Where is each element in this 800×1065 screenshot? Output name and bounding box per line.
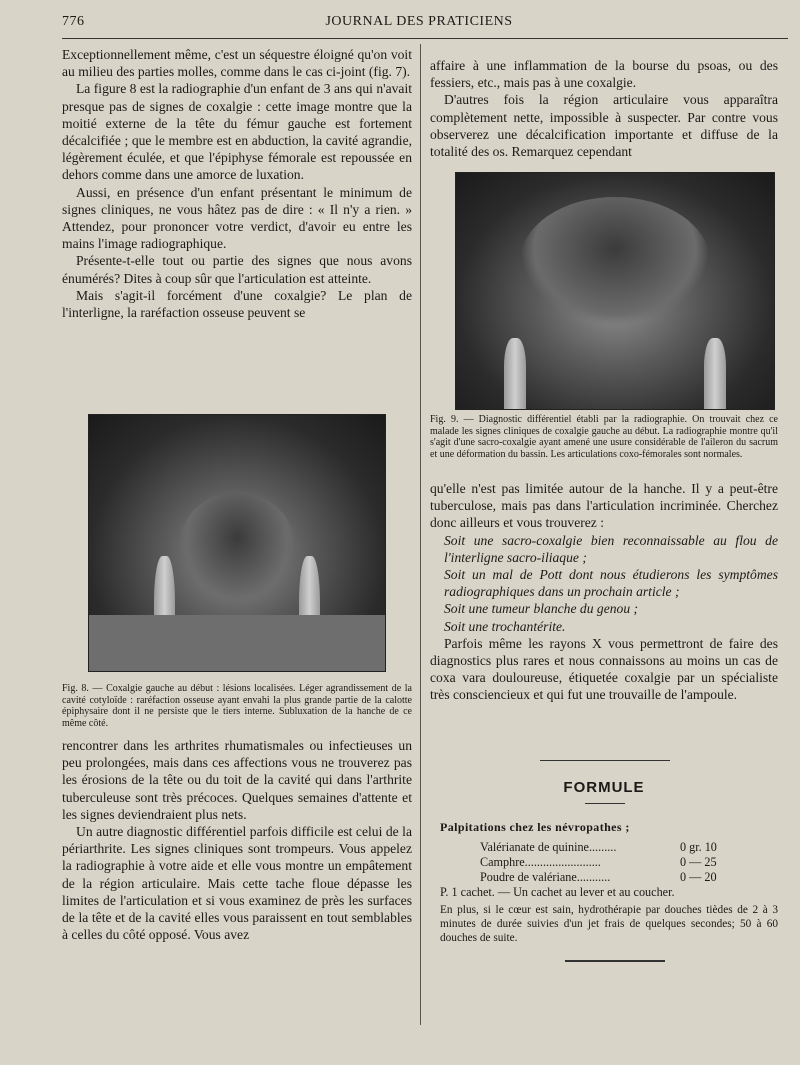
col1-top-text <box>62 46 412 321</box>
page-header <box>62 14 776 36</box>
journal-title: JOURNAL DES PRATICIENS <box>325 14 513 29</box>
formula-title: FORMULE <box>563 779 645 796</box>
formula-note: En plus, si le cœur est sain, hydrothérapie par douches tièdes de 2 à 3 minutes de durée suivies d'un jet frais de quelques secondes; 50 à 60 douches de suite. <box>440 904 778 944</box>
femur-right-shape <box>704 338 726 409</box>
ingredient-qty: 0 — 20 <box>680 870 717 885</box>
ingredient-name: Poudre de valériane........... <box>480 870 611 885</box>
list-item: Soit une trochantérite. <box>444 618 566 634</box>
ingredient-name: Camphre......................... <box>480 855 601 870</box>
paragraph: Un autre diagnostic différentiel parfois difficile est celui de la périarthrite. Les signes cliniques sont trompeurs. Vous appelez la radiographie à votre aide et elle vous montre un empâtement de la région articulaire. Mais cette tache floue dépasse les limites de l'articulation et si vous examinez de près les surfaces de la tête et de la cavité elles vous paraissent en tout semblables à celles du côté opposé. Vous avez <box>62 824 412 943</box>
column-divider <box>420 44 421 1025</box>
formula-top-rule <box>540 760 670 761</box>
list-item: Soit une sacro-coxalgie bien reconnaissable au flou de l'interligne sacro-iliaque ; <box>444 532 778 565</box>
femur-left-shape <box>504 338 526 409</box>
paragraph: Présente-t-elle tout ou partie des signes que nous avons énumérés? Dites à coup sûr que l'articulation est atteinte. <box>62 253 412 286</box>
pelvis-shape <box>178 492 296 607</box>
pelvis-shape <box>520 197 711 327</box>
col1-bottom-text <box>62 737 412 943</box>
paragraph: Exceptionnellement même, c'est un séquestre éloigné qu'on voit au milieu des parties molles, comme dans le cas ci-joint (fig. 7). <box>62 47 412 80</box>
formula-bottom-rule <box>565 960 665 962</box>
ingredient-list <box>480 840 740 886</box>
ingredient-row <box>480 870 740 885</box>
page-number: 776 <box>62 14 85 29</box>
col2-mid-text <box>430 480 778 704</box>
header-rule <box>62 38 788 39</box>
figure-8-caption: Fig. 8. — Coxalgie gauche au début : lésions localisées. Léger agrandissement de la cavité cotyloïde : raréfaction osseuse ayant envahi la plus grande partie de la calotte épiphysaire dont il ne persiste que le tiers interne. Subluxation de la hanche de ce même côté. <box>62 683 412 729</box>
formula-subtitle: Palpitations chez les névropathes ; <box>440 820 630 834</box>
figure-9-radiograph <box>455 172 775 410</box>
col2-top-text <box>430 57 778 160</box>
film-base <box>89 615 385 671</box>
paragraph: Mais s'agit-il forcément d'une coxalgie? Le plan de l'interligne, la raréfaction osseuse peuvent se <box>62 287 412 321</box>
ingredient-row <box>480 840 740 855</box>
paragraph: Parfois même les rayons X vous permettront de faire des diagnostics plus rares et nous connaissons au moins un cas de coxa vara douloureuse, étiquetée coxalgie par un spécialiste très consciencieux et qui fut une trouvaille de l'ampoule. <box>430 635 778 703</box>
paragraph: D'autres fois la région articulaire vous apparaîtra complètement nette, impossible à suspecter. Par contre vous observerez une décalcification importante et diffuse de la totalité des os. Remarquez cependant <box>430 92 778 160</box>
paragraph: affaire à une inflammation de la bourse du psoas, ou des fessiers, etc., mais pas à une coxalgie. <box>430 58 778 91</box>
ingredient-row <box>480 855 740 870</box>
formula-title-underline <box>585 803 625 804</box>
ingredient-name: Valérianate de quinine......... <box>480 840 617 854</box>
paragraph: rencontrer dans les arthrites rhumatismales ou infectieuses un peu prolongées, mais dans ces affections vous ne trouverez pas les érosions de la tête ou du toit de la cavité qui dans l'arthrite tuberculeuse sont très précoces. Quelques semaines d'attente et les signes deviendraient plus nets. <box>62 738 412 822</box>
figure-9-caption: Fig. 9. — Diagnostic différentiel établi par la radiographie. On trouvait chez ce malade les signes cliniques de coxalgie gauche au début. La radiographie montre qu'il s'agit d'une sacro-coxalgie ayant amené une usure considérable de l'aileron du sacrum et une déformation du bassin. Les articulations coxo-fémorales sont normales. <box>430 414 778 460</box>
paragraph: Aussi, en présence d'un enfant présentant le minimum de signes cliniques, ne vous hâtez pas de dire : « Il n'y a rien. » Attendez, pour prononcer votre verdict, d'avoir eu entre les mains l'image radiographique. <box>62 184 412 252</box>
list-item: Soit un mal de Pott dont nous étudierons les symptômes radiographiques dans un prochain article ; <box>444 567 778 600</box>
figure-8-radiograph <box>88 414 386 672</box>
list-item: Soit une tumeur blanche du genou ; <box>444 601 639 617</box>
ingredient-qty: 0 — 25 <box>680 855 717 870</box>
formula-instruction: P. 1 cachet. — Un cachet au lever et au coucher. <box>440 885 675 899</box>
paragraph: qu'elle n'est pas limitée autour de la hanche. Il y a peut-être tuberculose, mais pas dans l'articulation incriminée. Cherchez donc ailleurs et vous trouverez : <box>430 481 778 531</box>
paragraph: La figure 8 est la radiographie d'un enfant de 3 ans qui n'avait presque pas de signes de coxalgie : cette image montre que la moitié externe de la tête du fémur gauche est fortement décalcifiée ; que le membre est en abduction, la cavité agrandie, légèrement éculée, et que l'épiphyse fémorale est repoussée en dehors comme dans une amorce de luxation. <box>62 81 412 183</box>
ingredient-qty: 0 gr. 10 <box>680 840 717 854</box>
